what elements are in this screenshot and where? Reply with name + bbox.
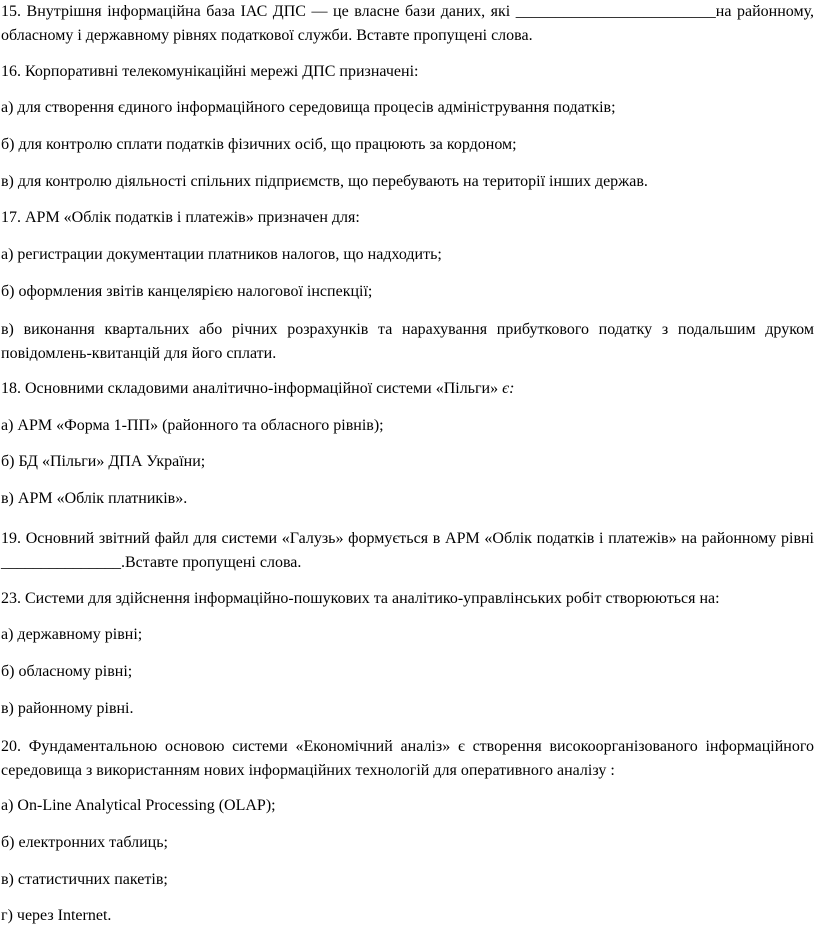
q20-option-c: в) статистичних пакетів; bbox=[1, 871, 168, 888]
q16-option-a: а) для створення єдиного інформаційного середовища процесів адміністрування податків; bbox=[1, 99, 616, 116]
question-18 bbox=[1, 377, 814, 401]
q20-option-a: а) On-Line Analytical Processing (OLAP); bbox=[1, 797, 276, 814]
question-23: 23. Системи для здійснення інформаційно-пошукових та аналітико-управлінських робіт створюються на: bbox=[1, 590, 720, 607]
q17-option-b: б) оформления звітів канцелярією налогової інспекції; bbox=[1, 283, 373, 300]
q18-option-c: в) АРМ «Облік платників». bbox=[1, 490, 188, 507]
q20-option-d: г) через Internet. bbox=[1, 907, 112, 924]
q20-option-b: б) електронних таблиць; bbox=[1, 834, 168, 851]
q23-option-a: а) державному рівні; bbox=[1, 626, 143, 643]
q18-option-a: а) АРМ «Форма 1-ПП» (районного та обласного рівнів); bbox=[1, 417, 384, 434]
q16-option-c: в) для контролю діяльності спільних підприємств, що перебувають на території інших держав. bbox=[1, 173, 648, 190]
q23-option-c: в) районному рівні. bbox=[1, 700, 134, 717]
q18-question-end: є: bbox=[502, 380, 515, 397]
question-19: 19. Основний звітний файл для системи «Галузь» формується в АРМ «Облік податків і платежів» на районному рівні _______________.Вставте пропущені слова. bbox=[1, 530, 814, 571]
q18-option-b: б) БД «Пільги» ДПА України; bbox=[1, 453, 206, 470]
question-20: 20. Фундаментальною основою системи «Економічний аналіз» є створення високоорганізованого інформаційного середовища з використанням нових інформаційних технологій для оперативного аналізу : bbox=[1, 738, 814, 779]
question-16: 16. Корпоративні телекомунікаційні мережі ДПС призначені: bbox=[1, 63, 419, 80]
q17-option-a: а) регистрации документации платников налогов, що надходить; bbox=[1, 246, 442, 263]
q23-option-b: б) обласному рівні; bbox=[1, 663, 133, 680]
question-17: 17. АРМ «Облік податків і платежів» призначен для: bbox=[1, 209, 360, 226]
q16-option-b: б) для контролю сплати податків фізичних осіб, що працюють за кордоном; bbox=[1, 136, 517, 153]
question-15: 15. Внутрішня інформаційна база ІАС ДПС — це власне бази даних, які _________________________на районному, обласному і державному рівнях податкової служби. Вставте пропущені слова. bbox=[1, 3, 814, 44]
q17-option-c: в) виконання квартальних або річних розрахунків та нарахування прибуткового податку з подальшим друком повідомлень-квитанцій для його сплати. bbox=[1, 321, 814, 362]
q18-question-text: 18. Основними складовими аналітично-інформаційної системи «Пільги» bbox=[1, 380, 503, 397]
